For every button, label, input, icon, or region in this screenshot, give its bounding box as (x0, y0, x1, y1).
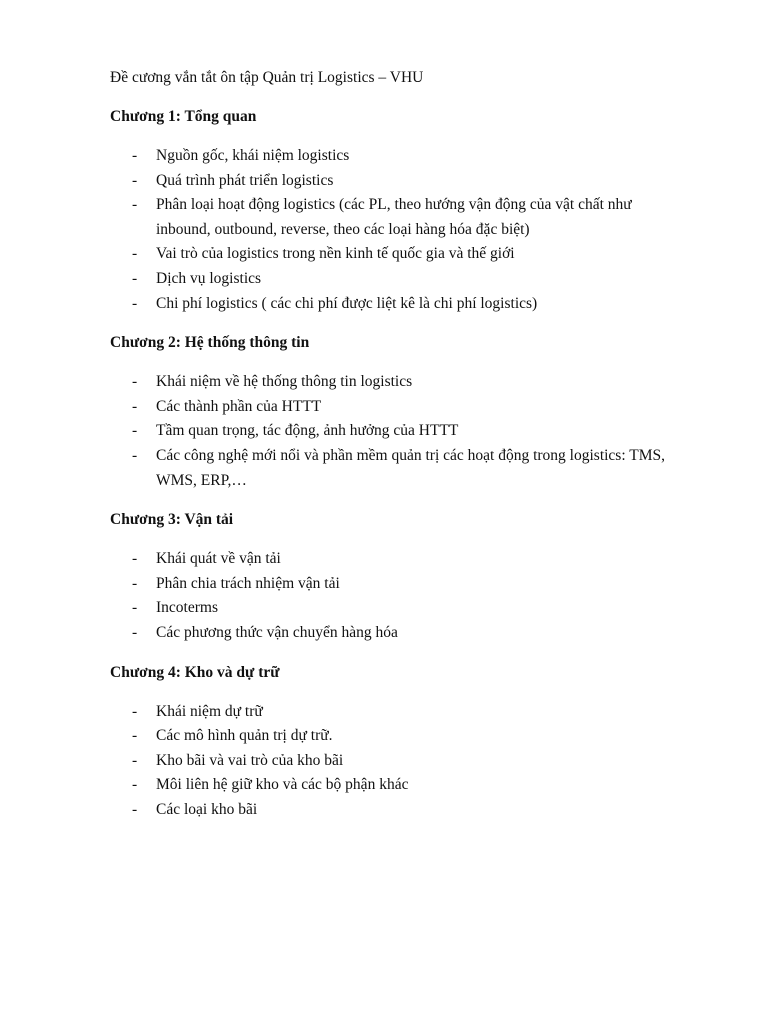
list-item (110, 242, 690, 267)
document-page (110, 66, 690, 822)
list-item-text: Vai trò của logistics trong nền kinh tế quốc gia và thế giới (156, 245, 515, 263)
bullet-dash: - (132, 171, 138, 189)
bullet-dash: - (132, 623, 138, 641)
bullet-dash: - (132, 245, 138, 263)
list-item (110, 798, 690, 823)
list-item (110, 395, 690, 420)
chapter-section (110, 331, 690, 493)
list-item (110, 292, 690, 317)
list-item (110, 370, 690, 395)
chapter-item-list (110, 547, 690, 645)
list-item (110, 773, 690, 798)
list-item (110, 419, 690, 444)
bullet-dash: - (132, 422, 138, 440)
bullet-dash: - (132, 269, 138, 287)
chapter-section (110, 508, 690, 645)
list-item (110, 749, 690, 774)
list-item-text: Môi liên hệ giữ kho và các bộ phận khác (156, 776, 409, 794)
bullet-dash: - (132, 702, 138, 720)
bullet-dash: - (132, 446, 138, 464)
list-item-text: Nguồn gốc, khái niệm logistics (156, 147, 350, 164)
bullet-dash: - (132, 751, 138, 769)
chapter-item-list (110, 700, 690, 823)
bullet-dash: - (132, 574, 138, 592)
list-item (110, 547, 690, 572)
chapter-section (110, 105, 690, 316)
list-item-text: Các thành phần của HTTT (156, 397, 322, 415)
list-item-text: Tầm quan trọng, tác động, ảnh hưởng của HTTT (156, 422, 459, 440)
list-item (110, 572, 690, 597)
chapter-item-list (110, 370, 690, 493)
list-item (110, 144, 690, 169)
list-item-text: Incoterms (156, 599, 218, 617)
list-item-text: Các mô hình quản trị dự trữ. (156, 727, 333, 745)
list-item (110, 621, 690, 646)
bullet-dash: - (132, 294, 138, 312)
bullet-dash: - (132, 550, 138, 568)
list-item (110, 267, 690, 292)
chapter-section (110, 661, 690, 823)
chapter-item-list (110, 144, 690, 316)
list-item-text: Kho bãi và vai trò của kho bãi (156, 751, 344, 769)
list-item (110, 193, 690, 242)
list-item (110, 596, 690, 621)
list-item (110, 444, 690, 493)
chapter-list (110, 105, 690, 822)
list-item-text: Các loại kho bãi (156, 800, 258, 818)
bullet-dash: - (132, 800, 138, 818)
list-item-text: Khái niệm về hệ thống thông tin logistics (156, 373, 413, 391)
list-item-text: Quá trình phát triển logistics (156, 171, 334, 189)
bullet-dash: - (132, 727, 138, 745)
list-item-text: Khái niệm dự trữ (156, 702, 263, 720)
bullet-dash: - (132, 599, 138, 617)
bullet-dash: - (132, 397, 138, 415)
chapter-heading: Chương 3: Vận tải (110, 511, 234, 529)
list-item-text: Các công nghệ mới nổi và phần mềm quản trị các hoạt động trong logistics: TMS, WMS, ERP,… (156, 446, 665, 489)
chapter-heading: Chương 4: Kho và dự trữ (110, 663, 280, 681)
chapter-heading: Chương 2: Hệ thống thông tin (110, 334, 310, 352)
list-item-text: Dịch vụ logistics (156, 269, 262, 287)
bullet-dash: - (132, 147, 138, 164)
bullet-dash: - (132, 196, 138, 214)
bullet-dash: - (132, 373, 138, 391)
list-item (110, 724, 690, 749)
list-item (110, 169, 690, 194)
list-item (110, 700, 690, 725)
list-item-text: Phân chia trách nhiệm vận tải (156, 574, 340, 592)
list-item-text: Các phương thức vận chuyển hàng hóa (156, 623, 398, 641)
list-item-text: Khái quát về vận tải (156, 550, 281, 568)
chapter-heading: Chương 1: Tổng quan (110, 108, 257, 125)
document-title: Đề cương vắn tắt ôn tập Quản trị Logistics – VHU (110, 69, 424, 86)
bullet-dash: - (132, 776, 138, 794)
list-item-text: Chi phí logistics ( các chi phí được liệt kê là chi phí logistics) (156, 294, 538, 312)
list-item-text: Phân loại hoạt động logistics (các PL, theo hướng vận động của vật chất như inbound, outbound, reverse, theo các loại hàng hóa đặc biệt) (156, 196, 632, 238)
